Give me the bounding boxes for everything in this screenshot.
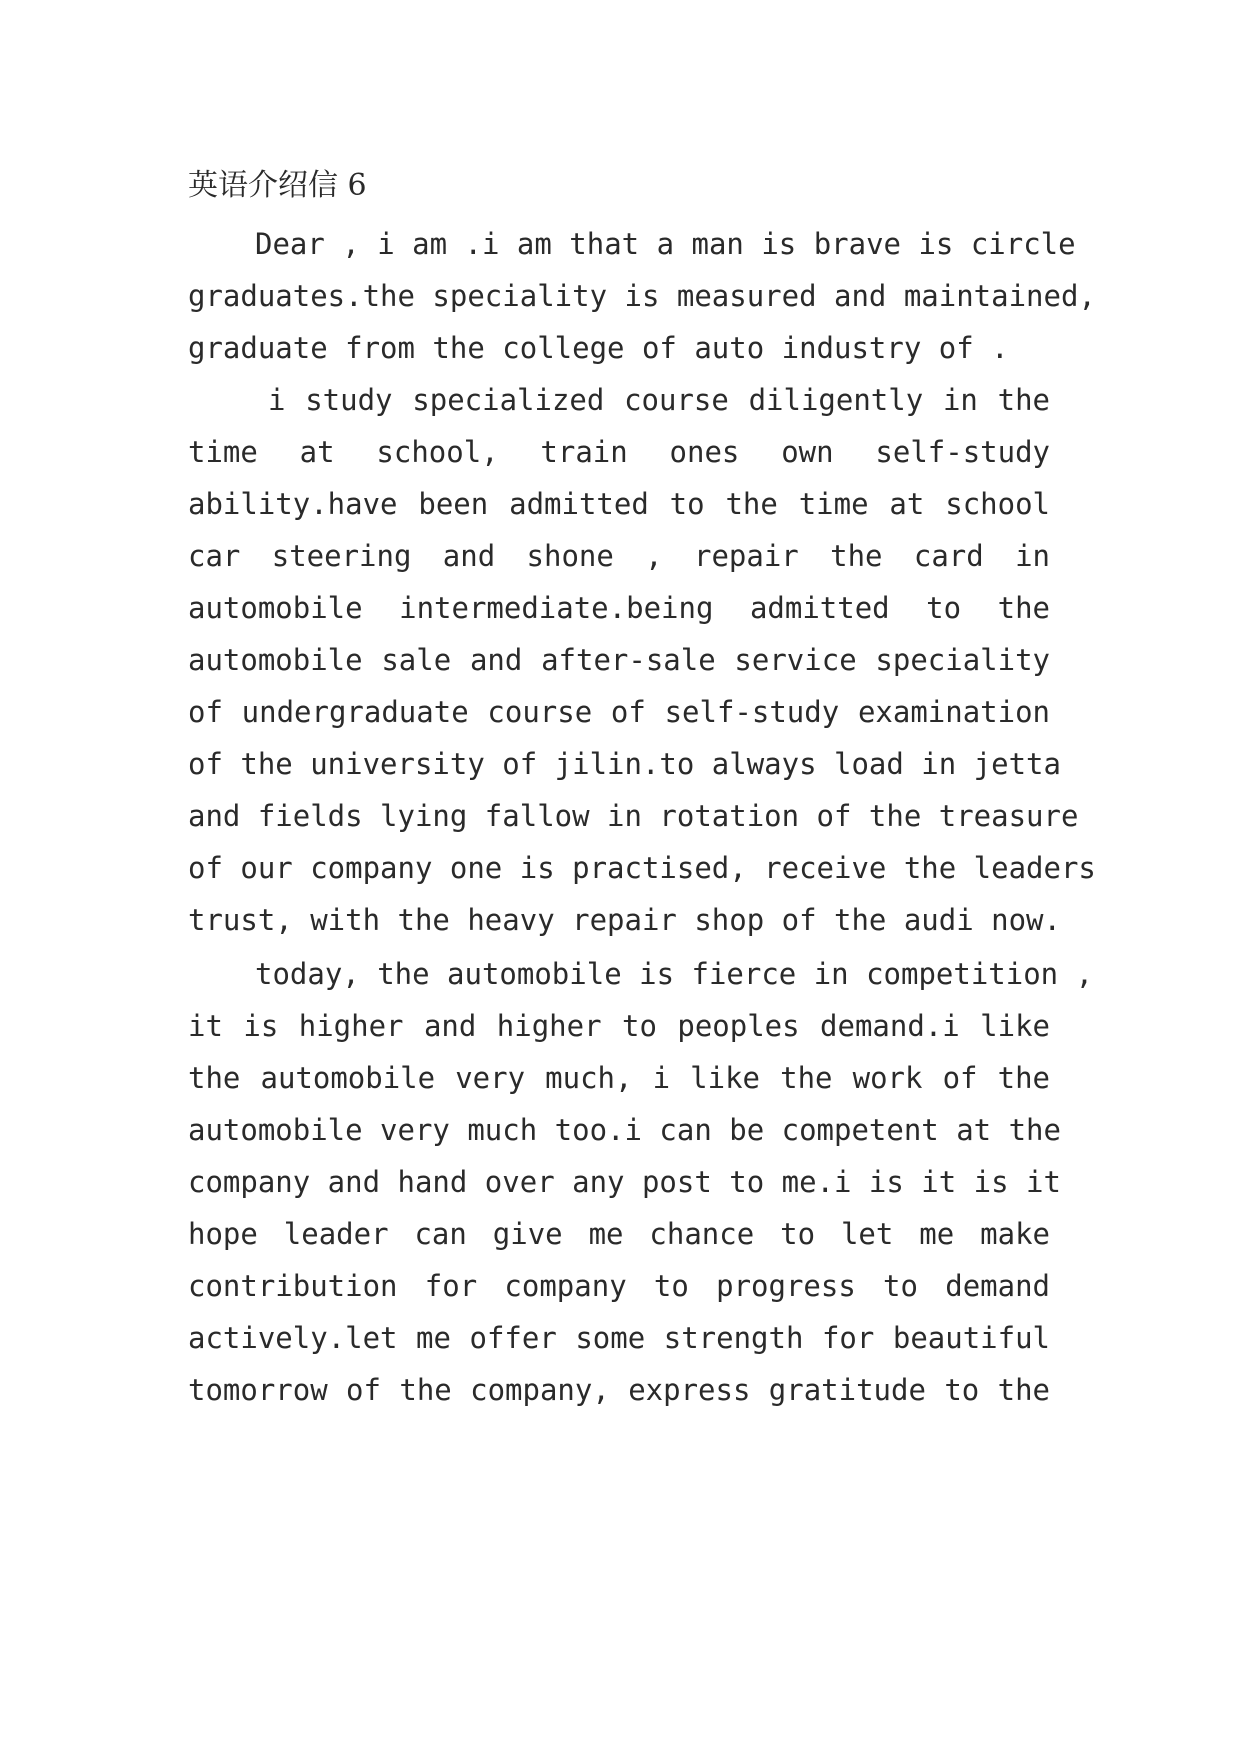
paragraph-1-line-2: graduates.the speciality is measured and maintained, (188, 279, 1096, 313)
paragraph-3-line-2: it is higher and higher to peoples demand.i like (188, 1009, 1050, 1043)
paragraph-2-line-5: automobile intermediate.being admitted to the (188, 591, 1050, 625)
paragraph-1-line-1: Dear , i am .i am that a man is brave is circle (255, 227, 1076, 261)
paragraph-1-line-3: graduate from the college of auto industry of . (188, 331, 1009, 365)
paragraph-2-line-4: car steering and shone , repair the card in (188, 539, 1050, 573)
document-title: 英语介绍信 6 (188, 168, 367, 203)
paragraph-3-line-7: contribution for company to progress to demand (188, 1269, 1050, 1303)
paragraph-2-line-8: of the university of jilin.to always load in jetta (188, 747, 1061, 781)
paragraph-3-line-9: tomorrow of the company, express gratitude to the (188, 1373, 1050, 1407)
paragraph-2-line-6: automobile sale and after-sale service speciality (188, 643, 1050, 677)
paragraph-3-line-6: hope leader can give me chance to let me make (188, 1217, 1050, 1251)
paragraph-2-line-10: of our company one is practised, receive the leaders (188, 851, 1096, 885)
paragraph-3-line-3: the automobile very much, i like the work of the (188, 1061, 1050, 1095)
paragraph-2-line-11: trust, with the heavy repair shop of the audi now. (188, 903, 1061, 937)
paragraph-3-line-1: today, the automobile is fierce in competition , (255, 957, 1094, 991)
paragraph-2-line-9: and fields lying fallow in rotation of the treasure (188, 799, 1079, 833)
paragraph-3-line-4: automobile very much too.i can be competent at the (188, 1113, 1061, 1147)
paragraph-2-line-7: of undergraduate course of self-study examination (188, 695, 1050, 729)
paragraph-3-line-5: company and hand over any post to me.i is it is it (188, 1165, 1061, 1199)
paragraph-2-line-2: time at school, train ones own self-study (188, 435, 1050, 469)
paragraph-2-line-1: i study specialized course diligently in the (268, 383, 1050, 417)
paragraph-2-line-3: ability.have been admitted to the time at school (188, 487, 1050, 521)
paragraph-3-line-8: actively.let me offer some strength for beautiful (188, 1321, 1050, 1355)
